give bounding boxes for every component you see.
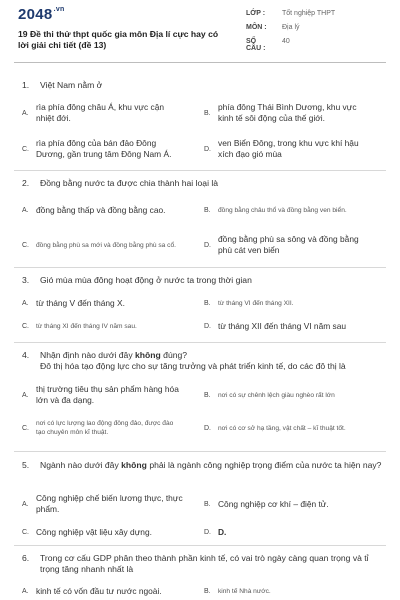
option-5c[interactable]	[14, 524, 184, 540]
option-3b[interactable]	[196, 295, 366, 311]
option-label: B.	[204, 500, 211, 508]
option-4a[interactable]	[14, 381, 184, 409]
option-text: kinh tế Nhà nước.	[218, 587, 271, 595]
option-1a[interactable]	[14, 99, 184, 127]
option-5a[interactable]	[14, 490, 184, 518]
option-5d[interactable]	[196, 524, 366, 540]
meta-key: SỐ CÂU :	[246, 38, 266, 52]
option-label: C.	[22, 145, 29, 153]
question-line: Nhận định nào dưới đây	[40, 350, 136, 360]
question-emphasis: không	[135, 350, 161, 360]
option-2d[interactable]	[196, 232, 366, 258]
option-text: phía đông Thái Bình Dương, khu vực kinh tế sôi động của thế giới.	[218, 102, 357, 123]
option-text: từ tháng V đến tháng X.	[36, 297, 125, 308]
question-text	[14, 350, 386, 372]
question-line: Trong cơ cấu GDP phân theo thành phần kinh tế, có vai trò ngày càng quan trọng và tỉ trọng tăng nhanh nhất là	[40, 553, 369, 574]
option-text: thị trường tiêu thụ sản phẩm hàng hóa lớn và đa dạng.	[36, 384, 179, 405]
question-number: 2.	[22, 178, 30, 188]
question-line: Đồng bằng nước ta được chia thành hai loại là	[40, 178, 219, 188]
question-6	[0, 553, 400, 575]
question-number: 1.	[22, 80, 30, 90]
question-line-2: Đô thị hóa tạo động lực cho sự tăng trưởng và phát triển kinh tế, do các đô thị là	[40, 361, 346, 371]
option-text: kinh tế có vốn đầu tư nước ngoài.	[36, 585, 162, 596]
page-header	[14, 0, 386, 63]
option-text: đồng bằng châu thổ và đồng bằng ven biển.	[218, 206, 347, 214]
question-2	[0, 178, 400, 189]
option-label: A.	[22, 587, 29, 595]
option-label: C.	[22, 322, 29, 330]
question-line: Việt Nam nằm ở	[40, 80, 103, 90]
option-label: A.	[22, 206, 29, 214]
option-6b[interactable]	[196, 583, 366, 599]
divider	[14, 267, 386, 268]
meta-key: LỚP :	[246, 10, 266, 17]
question-line: đúng?	[160, 350, 188, 360]
question-5	[0, 460, 400, 471]
logo-suffix: .vn	[53, 6, 65, 13]
question-number: 5.	[22, 460, 30, 470]
question-4	[0, 350, 400, 372]
option-text: đồng bằng phù sa sông và đồng bằng phù cát ven biển	[218, 234, 359, 255]
option-3c[interactable]	[14, 318, 184, 334]
question-text	[14, 460, 386, 471]
option-4b[interactable]	[196, 381, 366, 409]
option-6a[interactable]	[14, 583, 184, 599]
option-text: ven Biển Đông, trong khu vực khí hậu xích đạo gió mùa	[218, 138, 359, 159]
meta-subject	[246, 24, 396, 38]
option-2b[interactable]	[196, 198, 366, 222]
option-label: B.	[204, 587, 211, 595]
option-text: Công nghiệp chế biến lương thực, thực phẩm.	[36, 493, 183, 514]
question-line: Gió mùa mùa đông hoạt động ở nước ta trong thời gian	[40, 275, 252, 285]
option-label: A.	[22, 500, 29, 508]
option-text: đồng bằng phù sa mới và đồng bằng phù sa cổ.	[36, 241, 176, 249]
option-text: Công nghiệp cơ khí – điện tử.	[218, 498, 329, 509]
option-text: rìa phía đông châu Á, khu vực cận nhiệt đới.	[36, 102, 165, 123]
meta-count	[246, 38, 396, 52]
document-title: 19 Đề thi thử thpt quốc gia môn Địa lí cực hay có lời giải chi tiết (đề 13)	[18, 29, 219, 50]
logo-text: 2048	[18, 6, 53, 23]
meta-value: Tốt nghiệp THPT	[282, 10, 336, 17]
exam-meta	[246, 10, 396, 52]
option-text: Công nghiệp vật liệu xây dựng.	[36, 526, 152, 537]
option-label: C.	[22, 241, 29, 249]
question-number: 3.	[22, 275, 30, 285]
question-3	[0, 275, 400, 286]
site-logo[interactable]	[18, 6, 65, 23]
meta-key: MÔN :	[246, 24, 267, 31]
meta-value: 40	[282, 38, 290, 45]
option-label: D.	[204, 241, 211, 249]
option-label: A.	[22, 391, 29, 399]
question-text	[14, 178, 386, 189]
option-1b[interactable]	[196, 99, 366, 127]
option-text: nơi có cơ sở hạ tầng, vật chất – kĩ thuật tốt.	[218, 424, 346, 432]
option-label: D.	[204, 145, 211, 153]
option-label: C.	[22, 424, 29, 432]
divider	[14, 451, 386, 452]
option-3a[interactable]	[14, 295, 184, 311]
option-1d[interactable]	[196, 135, 366, 163]
question-line: Ngành nào dưới đây	[40, 460, 122, 470]
option-text: nơi có sự chênh lệch giàu nghèo rất lớn	[218, 391, 335, 399]
meta-class	[246, 10, 396, 24]
question-number: 4.	[22, 350, 30, 360]
option-3d[interactable]	[196, 318, 366, 334]
question-1	[0, 80, 400, 91]
option-text: nơi có lực lượng lao động đông đảo, được đào tạo chuyên môn kĩ thuật.	[36, 420, 174, 436]
option-2a[interactable]	[14, 198, 184, 222]
question-line: phải là ngành công nghiệp trọng điểm của nước ta hiện nay?	[146, 460, 382, 470]
question-number: 6.	[22, 553, 30, 563]
option-label: B.	[204, 206, 211, 214]
option-4c[interactable]	[14, 415, 184, 441]
question-text	[14, 553, 386, 575]
option-text: từ tháng XI đến tháng IV năm sau.	[36, 322, 137, 330]
option-text: từ tháng VI đến tháng XII.	[218, 299, 294, 307]
option-2c[interactable]	[14, 232, 184, 258]
divider	[14, 342, 386, 343]
option-label: C.	[22, 528, 29, 536]
meta-value: Địa lý	[282, 24, 300, 31]
divider	[14, 545, 386, 546]
option-4d[interactable]	[196, 415, 366, 441]
option-label: D.	[204, 528, 211, 536]
option-label: B.	[204, 299, 211, 307]
question-text	[14, 80, 386, 91]
option-text: rìa phía đông của bán đảo Đông Dương, gần trung tâm Đông Nam Á.	[36, 138, 172, 159]
option-label: D.	[204, 424, 211, 432]
question-text	[14, 275, 386, 286]
option-text: từ tháng XII đến tháng VI năm sau	[218, 320, 347, 331]
option-label: B.	[204, 109, 211, 117]
divider	[14, 170, 386, 171]
option-1c[interactable]	[14, 135, 184, 163]
option-text: D.	[218, 526, 227, 537]
question-emphasis: không	[121, 460, 147, 470]
option-label: A.	[22, 299, 29, 307]
option-label: A.	[22, 109, 29, 117]
option-text: đồng bằng thấp và đồng bằng cao.	[36, 204, 166, 215]
option-label: D.	[204, 322, 211, 330]
option-label: B.	[204, 391, 211, 399]
option-5b[interactable]	[196, 490, 366, 518]
